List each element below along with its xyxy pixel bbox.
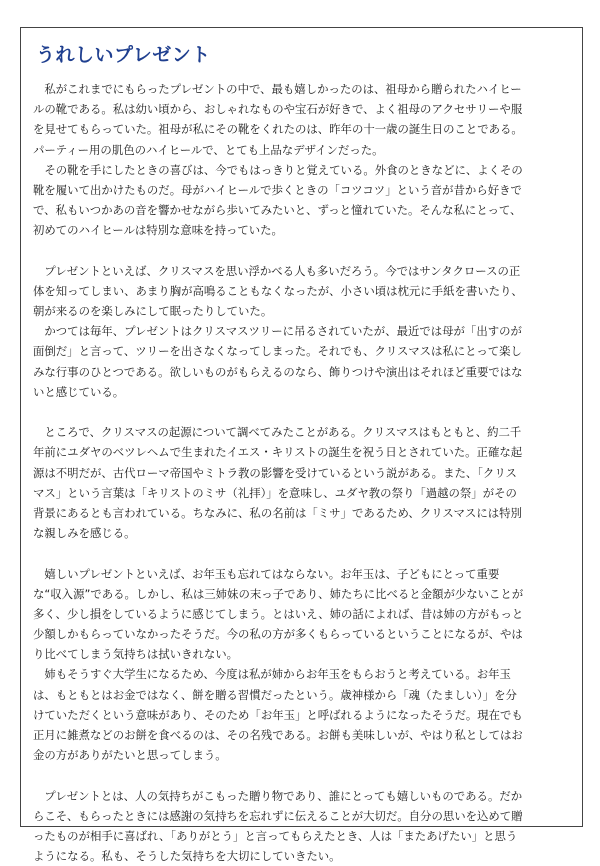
paragraph-gap <box>33 402 573 422</box>
paragraph-line: みな行事のひとつである。欲しいものがもらえるのなら、飾りつけや演出はそれほど重要ではな <box>33 364 523 379</box>
paragraph-line: 初めてのハイヒールは特別な意味を持っていた。 <box>33 223 283 238</box>
paragraph-line: 背景にあるとも言われている。ちなみに、私の名前は「ミサ」であるため、クリスマスには特別 <box>33 505 522 520</box>
paragraph-line: 少額しかもらっていなかったそうだ。今の私の方が多くもらっているということになるが、やは <box>33 627 523 642</box>
paragraph-line: ルの靴である。私は幼い頃から、おしゃれなものや宝石が好きで、よく祖母のアクセサリーや服 <box>33 102 523 117</box>
paragraph-line: その靴を手にしたときの喜びは、今でもはっきりと覚えている。外食のときなどに、よくその <box>33 162 523 177</box>
paragraph-line: は、もともとはお金ではなく、餅を贈る習慣だったという。歳神様から「魂（たましい）」を分 <box>33 687 517 702</box>
paragraph-line: けていただくという意味があり、そのため「お年玉」と呼ばれるようになったそうだ。現在でも <box>33 707 523 722</box>
essay-paragraph <box>33 422 573 543</box>
essay-body <box>33 79 573 866</box>
paragraph-line: ったものが相手に喜ばれ、「ありがとう」と言ってもらえたとき、人は「またあげたい」と思う <box>33 828 518 843</box>
paragraph-gap <box>33 543 573 563</box>
paragraph-line: プレゼントとは、人の気持ちがこもった贈り物であり、誰にとっても嬉しいものである。だか <box>33 788 523 803</box>
paragraph-line: 体を知ってしまい、あまり胸が高鳴ることもなくなったが、小さい頃は枕元に手紙を書いたり、 <box>33 283 523 298</box>
paragraph-line: プレゼントといえば、クリスマスを思い浮かべる人も多いだろう。今ではサンタクロースの正 <box>33 263 521 278</box>
paragraph-line: マス」という言葉は「キリストのミサ（礼拝）」を意味し、ユダヤ教の祭り「過越の祭」がその <box>33 485 517 500</box>
paragraph-line: 多く、少し損をしているように感じてしまう。とはいえ、姉の話によれば、昔は姉の方がもっと <box>33 606 524 621</box>
paragraph-line: を見せてもらっていた。祖母が私にその靴をくれたのは、昨年の十一歳の誕生日のことである。 <box>33 122 523 137</box>
paragraph-line: 私がこれまでにもらったプレゼントの中で、最も嬉しかったのは、祖母から贈られたハイヒー <box>33 82 522 96</box>
paragraph-line: 面倒だ」と言って、ツリーを出さなくなってしまった。それでも、クリスマスは私にとって楽し <box>33 344 522 359</box>
paragraph-line: 嬉しいプレゼントといえば、お年玉も忘れてはならない。お年玉は、子どもにとって重要 <box>33 566 500 581</box>
paragraph-line: パーティー用の肌色のハイヒールで、とても上品なデザインだった。 <box>33 142 384 157</box>
paragraph-line: ようになる。私も、そうした気持ちを大切にしていきたい。 <box>33 849 341 864</box>
paragraph-line: 金の方がありがたいと思ってしまう。 <box>33 748 227 763</box>
paragraph-line: 源は不明だが、古代ローマ帝国やミトラ教の影響を受けているという説がある。また、「クリス <box>33 465 517 480</box>
paragraph-line: 姉もそうすぐ大学生になるため、今度は私が姉からお年玉をもらおうと考えている。お年玉 <box>33 667 511 682</box>
paragraph-line: な親しみを感じる。 <box>33 526 136 541</box>
paragraph-line: な“収入源”である。しかし、私は三姉妹の末っ子であり、姉たちに比べると金額が少ないことが <box>33 586 524 601</box>
paragraph-line: り比べてしまう気持ちは拭いきれない。 <box>33 647 239 662</box>
paragraph-line: 正月に雑煮などのお餅を食べるのは、その名残である。お餅も美味しいが、やはり私としてはお <box>33 728 523 742</box>
paragraph-line: いと感じている。 <box>33 384 125 399</box>
paragraph-line: で、私もいつかあの音を響かせながら歩いてみたいと、ずっと憧れていた。そんな私にとって、 <box>33 203 522 218</box>
paragraph-line: 靴を履いて出かけたものだ。母がハイヒールで歩くときの「コツコツ」という音が昔から好きで <box>33 182 522 197</box>
paragraph-gap <box>33 241 573 261</box>
paragraph-line: かつては毎年、プレゼントはクリスマスツリーに吊るされていたが、最近では母が「出すのが <box>33 324 522 339</box>
paragraph-gap <box>33 765 573 785</box>
paragraph-line: らこそ、もらったときには感謝の気持ちを忘れずに伝えることが大切だ。自分の思いを込めて贈 <box>33 808 523 823</box>
paragraph-line: ところで、クリスマスの起源について調べてみたことがある。クリスマスはもともと、約二千 <box>33 425 522 440</box>
essay-paragraph <box>33 261 573 402</box>
paragraph-line: 年前にユダヤのベツレヘムで生まれたイエス・キリストの誕生を祝う日とされていた。正確な起 <box>33 445 523 460</box>
essay-title: うれしいプレゼント <box>36 44 211 66</box>
essay-paragraph <box>33 79 573 241</box>
essay-paragraph <box>33 786 573 866</box>
essay-paragraph <box>33 564 573 766</box>
paragraph-line: 朝が来るのを楽しみにして眠ったりしていた。 <box>33 304 273 319</box>
